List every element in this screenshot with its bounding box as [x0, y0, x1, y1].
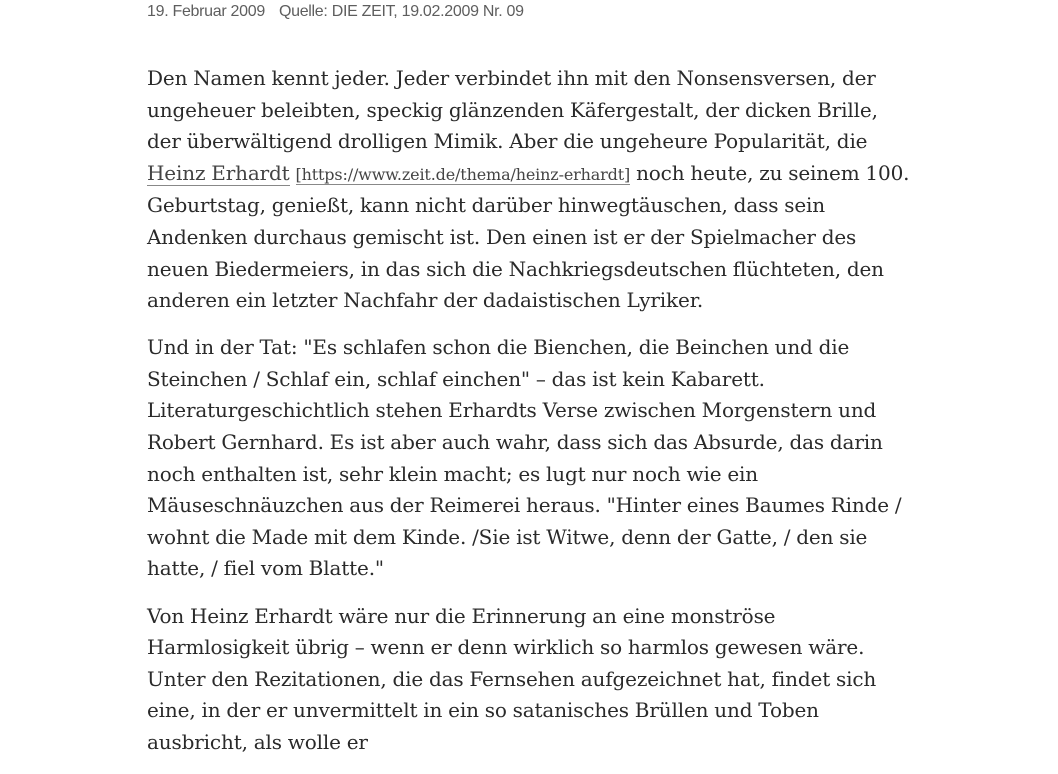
article-meta: [147, 2, 524, 22]
heinz-erhardt-link-url[interactable]: [https://www.zeit.de/thema/heinz-erhardt]: [295, 164, 631, 184]
publication-date: 19. Februar 2009: [147, 3, 265, 20]
article-body: [147, 63, 912, 774]
paragraph-1-text-before: Den Namen kennt jeder. Jeder verbindet ihn mit den Nonsensversen, der ungeheuer beleibten, speckig glänzenden Käfergestalt, der dicken Brille, der überwältigend drolligen Mimik. Aber die ungeheure Popularität, die: [147, 66, 878, 154]
paragraph-1: [147, 63, 912, 317]
paragraph-2: Und in der Tat: "Es schlafen schon die Bienchen, die Beinchen und die Steinchen / Schlaf ein, schlaf einchen" – das ist kein Kabarett. Literaturgeschichtlich stehen Erhardts Verse zwischen Morgenstern und Robert Gernhard. Es ist aber auch wahr, dass sich das Absurde, das darin noch enthalten ist, sehr klein macht; es lugt nur noch wie ein Mäuseschnäuzchen aus der Reimerei heraus. "Hinter eines Baumes Rinde / wohnt die Made mit dem Kinde. /Sie ist Witwe, denn der Gatte, / den sie hatte, / fiel vom Blatte.": [147, 335, 902, 581]
heinz-erhardt-link[interactable]: Heinz Erhardt: [147, 160, 290, 185]
paragraph-3: Von Heinz Erhardt wäre nur die Erinnerung an eine monströse Harmlosigkeit übrig – wenn er denn wirklich so harmlos gewesen wäre. Unter den Rezitationen, die das Fernsehen aufgezeichnet hat, findet sich eine, in der er unvermittelt in ein so satanisches Brüllen und Toben ausbricht, als wolle er: [147, 603, 877, 754]
source-line: Quelle: DIE ZEIT, 19.02.2009 Nr. 09: [278, 3, 524, 20]
paragraph-1-text-after: noch heute, zu seinem 100. Geburtstag, genießt, kann nicht darüber hinwegtäuschen, dass sein Andenken durchaus gemischt ist. Den einen ist er der Spielmacher des neuen Biedermeiers, in das sich die Nachkriegsdeutschen flüchteten, den anderen ein letzter Nachfahr der dadaistischen Lyriker.: [147, 160, 910, 313]
